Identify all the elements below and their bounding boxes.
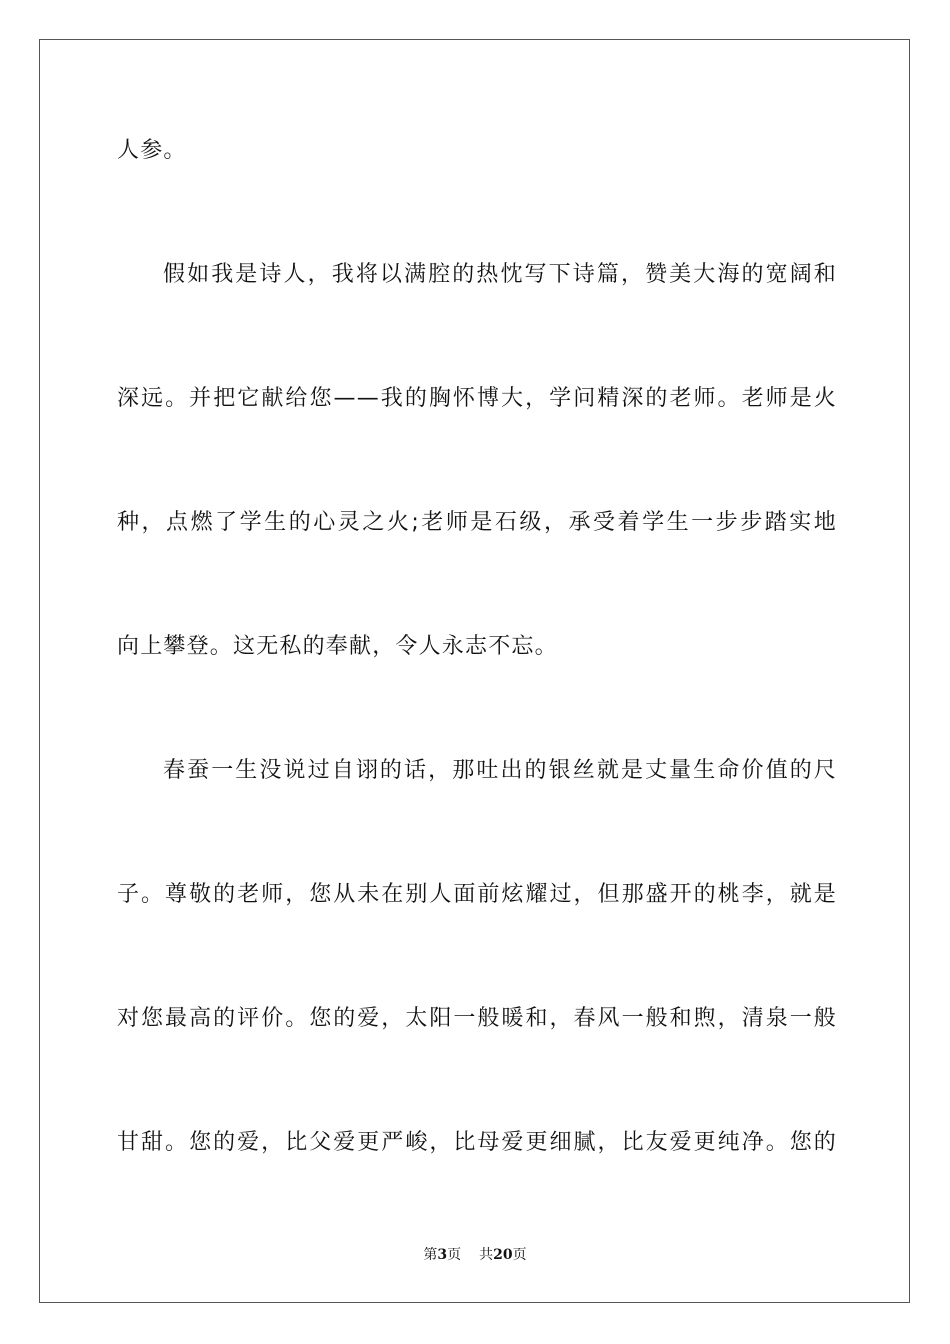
total-suffix: 页 (512, 1247, 527, 1263)
page-footer (0, 1245, 950, 1265)
page-suffix: 页 (447, 1247, 462, 1263)
page-prefix: 第 (423, 1247, 438, 1263)
text-line: 春蚕一生没说过自诩的话，那吐出的银丝就是丈量生命价值的尺 (163, 758, 837, 783)
page-number: 3 (437, 1247, 448, 1263)
text-line: 向上攀登。这无私的奉献，令人永志不忘。 (117, 634, 558, 659)
text-line: 人参。 (117, 138, 187, 163)
text-line: 种，点燃了学生的心灵之火;老师是石级，承受着学生一步步踏实地 (117, 510, 837, 535)
text-line: 对您最高的评价。您的爱，太阳一般暖和，春风一般和煦，清泉一般 (117, 1006, 837, 1031)
total-prefix: 共 (479, 1247, 494, 1263)
text-line: 甘甜。您的爱，比父爱更严峻，比母爱更细腻，比友爱更纯净。您的 (117, 1130, 837, 1155)
total-pages: 20 (493, 1247, 513, 1263)
text-line: 假如我是诗人，我将以满腔的热忱写下诗篇，赞美大海的宽阔和 (163, 262, 837, 287)
text-line: 深远。并把它献给您——我的胸怀博大，学问精深的老师。老师是火 (117, 386, 837, 411)
text-line: 子。尊敬的老师，您从未在别人面前炫耀过，但那盛开的桃李，就是 (117, 882, 837, 907)
page-border (39, 39, 910, 1303)
